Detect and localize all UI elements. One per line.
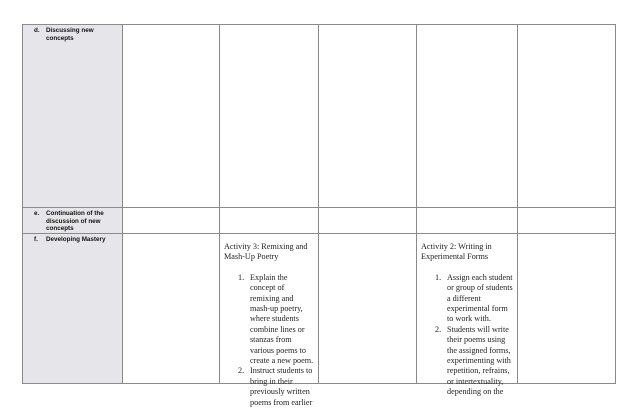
activity-steps — [421, 273, 513, 398]
list-text: Instruct students to bring in their previously written poems from earlier — [250, 366, 313, 407]
table-cell — [319, 234, 417, 384]
row-label-cell — [23, 25, 123, 208]
table-cell — [518, 234, 616, 384]
activity-2-cell — [417, 234, 518, 397]
row-label-cell — [23, 208, 123, 234]
list-item — [238, 366, 314, 408]
table-cell — [518, 208, 616, 234]
table-cell — [123, 25, 220, 208]
row-label-cell — [23, 234, 123, 384]
list-text: Assign each student or group of students a different experimental form to work with. — [447, 272, 513, 324]
lesson-plan-table — [22, 24, 616, 407]
table-cell — [319, 25, 417, 208]
table-cell — [319, 208, 417, 234]
row-letter: f. — [34, 236, 38, 243]
activity-title: Activity 3: Remixing and Mash-Up Poetry — [224, 242, 308, 262]
table-row-developing-mastery — [23, 234, 616, 384]
table-cell — [123, 234, 220, 384]
row-label: Developing Mastery — [46, 236, 106, 243]
list-item — [238, 273, 314, 367]
activity-steps — [224, 273, 314, 408]
table-cell — [123, 208, 220, 234]
row-letter: d. — [34, 27, 40, 34]
list-number: 2. — [435, 324, 442, 334]
activity-3-cell — [220, 234, 319, 407]
table-row-continuation — [23, 208, 616, 234]
table-cell — [220, 25, 319, 208]
row-label: Discussing new concepts — [46, 27, 94, 42]
table-cell — [417, 25, 518, 208]
activity-title: Activity 2: Writing in Experimental Forms — [421, 242, 492, 262]
list-text: Students will write their poems using the assigned forms, experimenting with repetition, refrains, or intertextuality, depending on the — [447, 324, 511, 397]
list-number: 1. — [435, 272, 442, 282]
table-cell — [518, 25, 616, 208]
list-text: Explain the concept of remixing and mash-up poetry, where students combine lines or stanzas from various poems to create a new poem. — [250, 272, 314, 366]
list-number: 2. — [238, 366, 245, 376]
list-number: 1. — [238, 272, 245, 282]
table-row-discussing-new-concepts — [23, 25, 616, 208]
row-letter: e. — [34, 210, 40, 217]
row-label: Continuation of the discussion of new concepts — [46, 210, 104, 232]
list-item — [435, 273, 513, 325]
list-item — [435, 325, 513, 398]
table-cell — [417, 208, 518, 234]
table-cell — [220, 208, 319, 234]
